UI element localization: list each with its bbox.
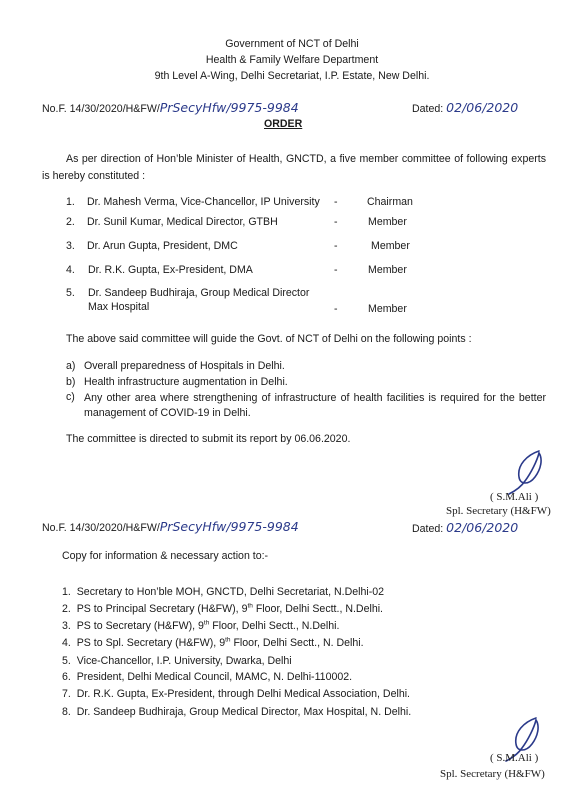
list-item — [62, 586, 384, 598]
dated-value: 02/06/2020 — [446, 100, 519, 115]
header-line-1: Government of NCT of Delhi — [225, 38, 359, 50]
copy-number: 4. — [62, 637, 71, 649]
committee-dash: - — [334, 216, 338, 228]
list-item — [62, 603, 383, 615]
handwritten-dispatch-number: PrSecyHfw/9975-9984 — [159, 519, 299, 534]
signatory-name: ( S.M.Ali ) — [490, 491, 539, 503]
copy-recipient-sup: th — [247, 602, 253, 610]
file-number-text: No.F. 14/30/2020/H&FW/ — [42, 522, 160, 534]
copy-recipient: Vice-Chancellor, I.P. University, Dwarka, Delhi — [76, 655, 292, 667]
committee-member-name: Dr. Mahesh Verma, Vice-Chancellor, IP University — [87, 196, 320, 208]
point-text: Any other area where strengthening of infrastructure of health facilities is required for the better management of COVID-19 in Delhi. — [84, 392, 546, 419]
copy-number: 5. — [62, 655, 71, 667]
list-item — [62, 637, 364, 649]
committee-role: Member — [371, 240, 410, 252]
committee-number: 3. — [66, 240, 75, 252]
copy-number: 7. — [62, 688, 71, 700]
copy-number: 2. — [62, 603, 71, 615]
copy-file-number — [42, 519, 299, 534]
signatory-title: Spl. Secretary (H&FW) — [446, 505, 551, 517]
list-item — [62, 655, 292, 667]
committee-member-name-line2: Max Hospital — [88, 301, 150, 313]
list-item — [62, 620, 339, 632]
copy-recipient-sup: th — [203, 619, 210, 627]
guide-paragraph: The above said committee will guide the Govt. of NCT of Delhi on the following points : — [66, 333, 472, 345]
order-title: ORDER — [264, 118, 303, 130]
list-item — [62, 688, 410, 700]
committee-role: Member — [368, 264, 407, 276]
committee-member-name: Dr. Sandeep Budhiraja, Group Medical Director — [88, 287, 310, 299]
copy-recipient-pre: PS to Secretary (H&FW), 9 — [76, 620, 204, 632]
committee-dash: - — [334, 196, 338, 208]
committee-number: 5. — [66, 287, 75, 299]
handwritten-dispatch-number: PrSecyHfw/9975-9984 — [159, 100, 299, 115]
copy-recipient: Dr. Sandeep Budhiraja, Group Medical Director, Max Hospital, N. Delhi. — [76, 706, 412, 718]
point-label: b) — [66, 376, 76, 388]
committee-number: 1. — [66, 196, 75, 208]
dated-label: Dated: — [412, 103, 444, 115]
report-deadline-text: The committee is directed to submit its report by 06.06.2020. — [66, 433, 351, 445]
copy-recipient-pre: PS to Principal Secretary (H&FW), 9 — [76, 603, 248, 615]
copy-recipient: Secretary to Hon’ble MOH, GNCTD, Delhi Secretariat, N.Delhi-02 — [76, 586, 385, 598]
intro-paragraph: As per direction of Hon’ble Minister of Health, GNCTD, a five member committee of following experts is hereby constituted : — [42, 153, 546, 182]
copy-recipient: Dr. R.K. Gupta, Ex-President, through Delhi Medical Association, Delhi. — [76, 688, 411, 700]
copy-intro: Copy for information & necessary action to:- — [62, 550, 269, 562]
copy-number: 8. — [62, 706, 71, 718]
committee-member-name: Dr. Sunil Kumar, Medical Director, GTBH — [87, 216, 278, 228]
committee-role: Member — [368, 303, 407, 315]
point-text: Health infrastructure augmentation in Delhi. — [84, 376, 288, 388]
signatory-name: ( S.M.Ali ) — [490, 752, 539, 764]
copy-recipient: President, Delhi Medical Council, MAMC, N. Delhi-110002. — [76, 671, 353, 683]
dated-label: Dated: — [412, 523, 444, 535]
header-line-3: 9th Level A-Wing, Delhi Secretariat, I.P. Estate, New Delhi. — [154, 70, 430, 82]
signatory-title: Spl. Secretary (H&FW) — [440, 768, 545, 780]
committee-member-name: Dr. Arun Gupta, President, DMC — [87, 240, 238, 252]
copy-number: 6. — [62, 671, 71, 683]
committee-dash: - — [334, 303, 338, 315]
order-date — [412, 100, 518, 115]
committee-number: 4. — [66, 264, 75, 276]
point-text: Overall preparedness of Hospitals in Delhi. — [84, 360, 285, 372]
committee-dash: - — [334, 240, 338, 252]
committee-dash: - — [334, 264, 338, 276]
committee-role: Member — [368, 216, 407, 228]
point-label: c) — [66, 391, 75, 403]
dated-value: 02/06/2020 — [446, 520, 519, 535]
list-item — [62, 706, 411, 718]
committee-number: 2. — [66, 216, 75, 228]
file-number-text: No.F. 14/30/2020/H&FW/ — [42, 103, 160, 115]
copy-recipient-post: Floor, Delhi Sectt., N. Delhi. — [230, 637, 364, 649]
copy-recipient-post: Floor, Delhi Sectt., N.Delhi. — [252, 603, 384, 615]
point-label: a) — [66, 360, 76, 372]
copy-number: 1. — [62, 586, 71, 598]
committee-member-name: Dr. R.K. Gupta, Ex-President, DMA — [88, 264, 253, 276]
header-line-2: Health & Family Welfare Department — [205, 54, 379, 66]
committee-role: Chairman — [367, 196, 413, 208]
copy-recipient-post: Floor, Delhi Sectt., N.Delhi. — [209, 620, 340, 632]
copy-recipient-sup: th — [225, 636, 231, 644]
copy-date — [412, 520, 518, 535]
order-file-number — [42, 100, 299, 115]
copy-recipient-pre: PS to Spl. Secretary (H&FW), 9 — [76, 637, 226, 649]
copy-number: 3. — [62, 620, 71, 632]
list-item — [62, 671, 352, 683]
signature-mark — [505, 447, 553, 497]
